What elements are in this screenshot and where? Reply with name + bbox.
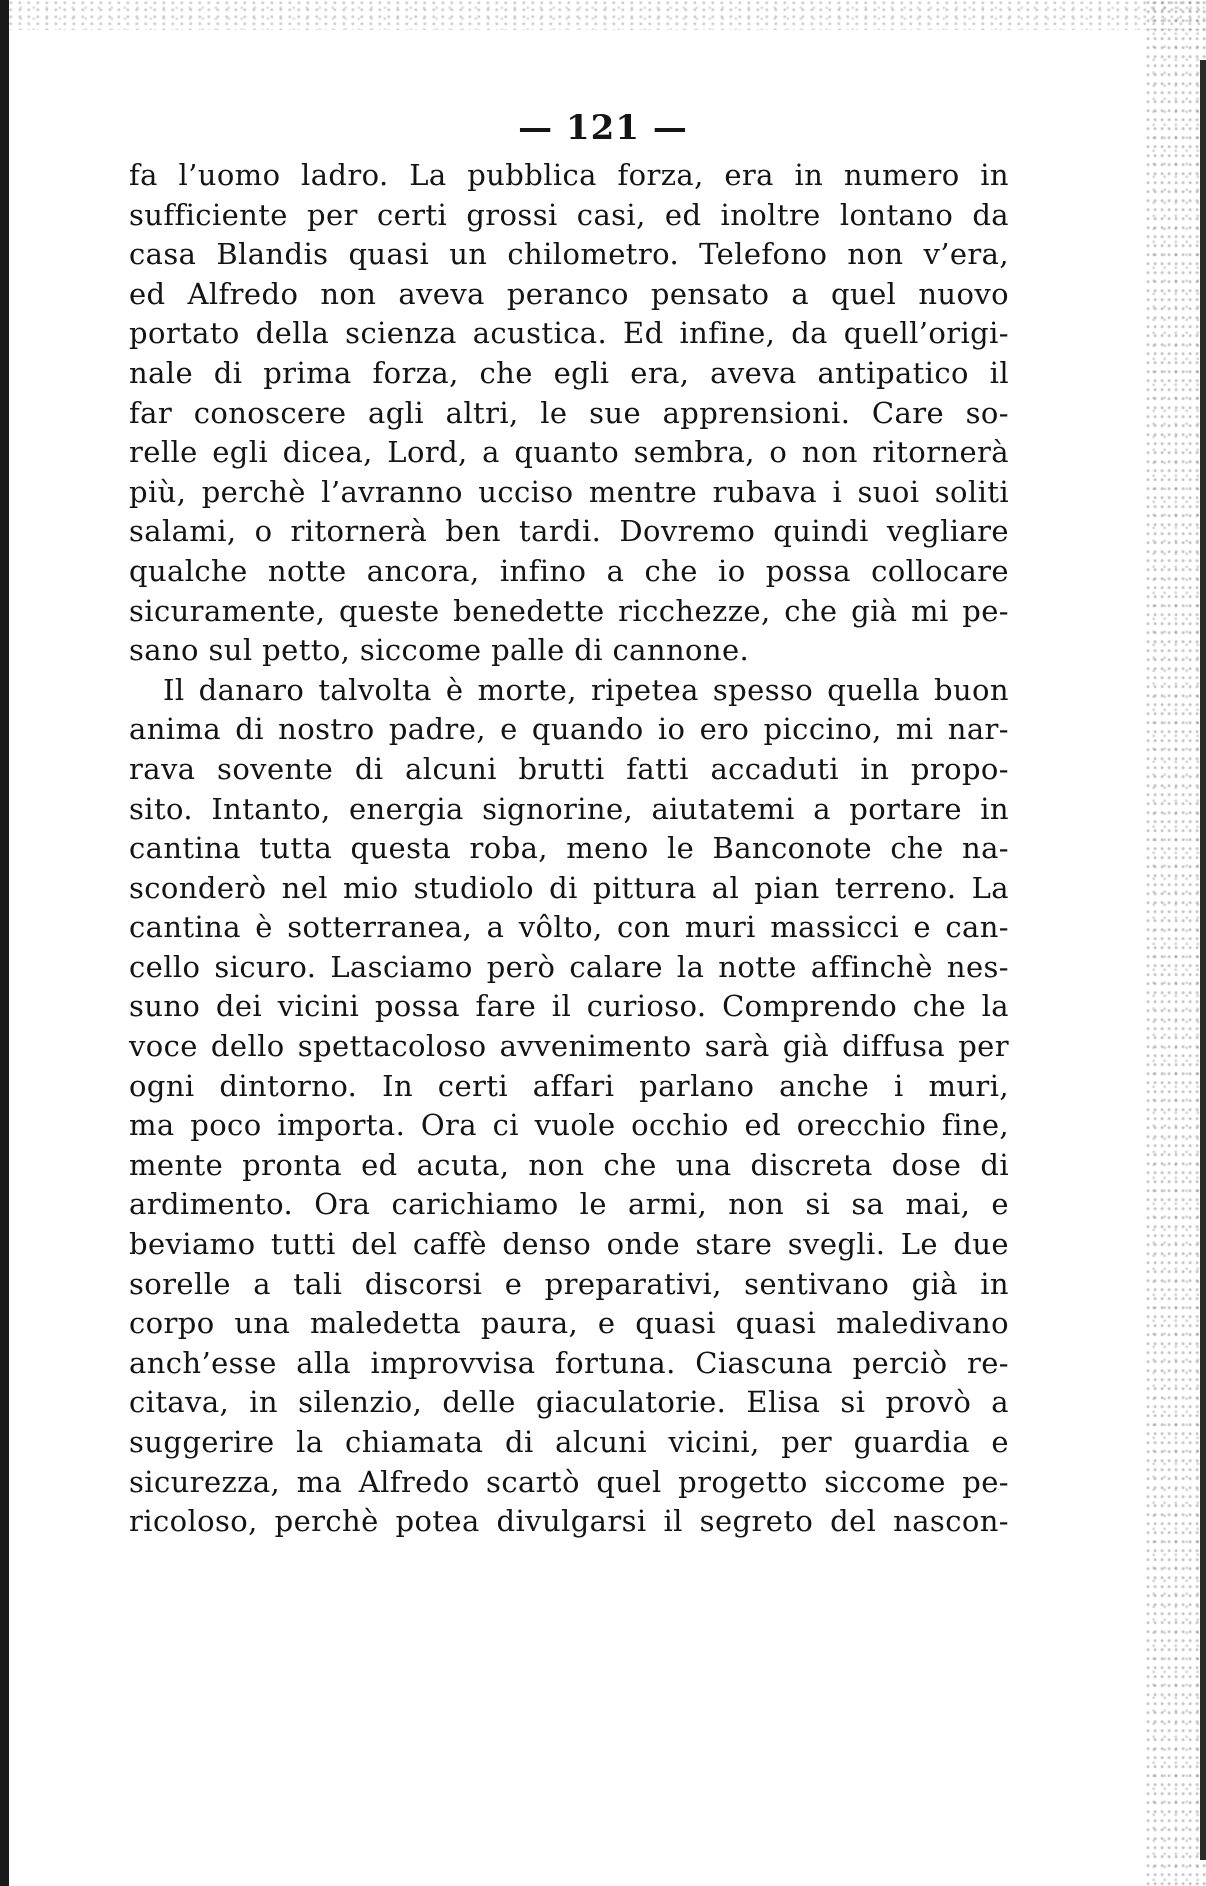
text-line: citava, in silenzio, delle giaculatorie. Elisa si provò a (129, 1385, 1009, 1420)
scan-edge-top (0, 0, 1206, 30)
text-line: cantina è sotterranea, a vôlto, con muri massicci e can- (129, 910, 1009, 945)
text-line: portato della scienza acustica. Ed infine, da quell’origi- (129, 316, 1009, 351)
text-line: anch’esse alla improvvisa fortuna. Ciascuna perciò re- (129, 1345, 1009, 1380)
text-line: più, perchè l’avranno ucciso mentre rubava i suoi soliti (129, 474, 1009, 509)
text-line: qualche notte ancora, infino a che io possa collocare (129, 553, 1009, 588)
text-line: suggerire la chiamata di alcuni vicini, per guardia e (129, 1425, 1009, 1459)
text-line: sufficiente per certi grossi casi, ed inoltre lontano da (129, 197, 1009, 232)
text-line: cello sicuro. Lasciamo però calare la notte affinchè nes- (129, 949, 1009, 984)
text-line: ogni dintorno. In certi affari parlano anche i muri, (129, 1068, 1009, 1103)
text-line: ardimento. Ora carichiamo le armi, non si sa mai, e (129, 1187, 1009, 1222)
text-line: ed Alfredo non aveva peranco pensato a quel nuovo (129, 276, 1009, 311)
text-line: beviamo tutti del caffè denso onde stare svegli. Le due (129, 1227, 1009, 1262)
text-line: nale di prima forza, che egli era, aveva antipatico il (129, 355, 1009, 390)
text-line: sano sul petto, siccome palle di cannone. (129, 633, 750, 668)
text-line: Il danaro talvolta è morte, ripetea spesso quella buon (163, 672, 1009, 707)
scan-edge-right (1146, 0, 1206, 1886)
text-line: mente pronta ed acuta, non che una discreta dose di (129, 1147, 1009, 1182)
text-line: voce dello spettacoloso avvenimento sarà già diffusa per (129, 1029, 1009, 1064)
scan-edge-left (0, 0, 9, 1886)
text-line: relle egli dicea, Lord, a quanto sembra, o non ritornerà (129, 435, 1009, 470)
text-line: ma poco importa. Ora ci vuole occhio ed orecchio fine, (129, 1108, 1009, 1143)
page-number: — 121 — (518, 108, 688, 148)
text-line: ricoloso, perchè potea divulgarsi il segreto del nascon- (129, 1504, 1009, 1539)
text-line: sicuramente, queste benedette ricchezze, che già mi pe- (129, 593, 1009, 628)
body-text (129, 156, 1009, 1542)
scan-edge-right-bar (1200, 60, 1206, 1860)
text-line: sito. Intanto, energia signorine, aiutatemi a portare in (129, 791, 1009, 826)
text-line: far conoscere agli altri, le sue apprensioni. Care so- (129, 395, 1009, 430)
text-line: sicurezza, ma Alfredo scartò quel progetto siccome pe- (129, 1464, 1009, 1499)
text-line: salami, o ritornerà ben tardi. Dovremo quindi vegliare (129, 514, 1009, 549)
text-line: cantina tutta questa roba, meno le Banconote che na- (129, 831, 1009, 866)
text-line: sorelle a tali discorsi e preparativi, sentivano già in (129, 1266, 1009, 1301)
text-line: rava sovente di alcuni brutti fatti accaduti in propo- (129, 751, 1009, 786)
text-line: sconderò nel mio studiolo di pittura al pian terreno. La (129, 870, 1009, 905)
text-line: corpo una maledetta paura, e quasi quasi maledivano (129, 1306, 1009, 1341)
text-line: fa l’uomo ladro. La pubblica forza, era in numero in (129, 158, 1009, 192)
text-line: suno dei vicini possa fare il curioso. Comprendo che la (129, 989, 1009, 1024)
text-line: casa Blandis quasi un chilometro. Telefono non v’era, (129, 237, 1009, 272)
text-line: anima di nostro padre, e quando io ero piccino, mi nar- (129, 712, 1009, 747)
